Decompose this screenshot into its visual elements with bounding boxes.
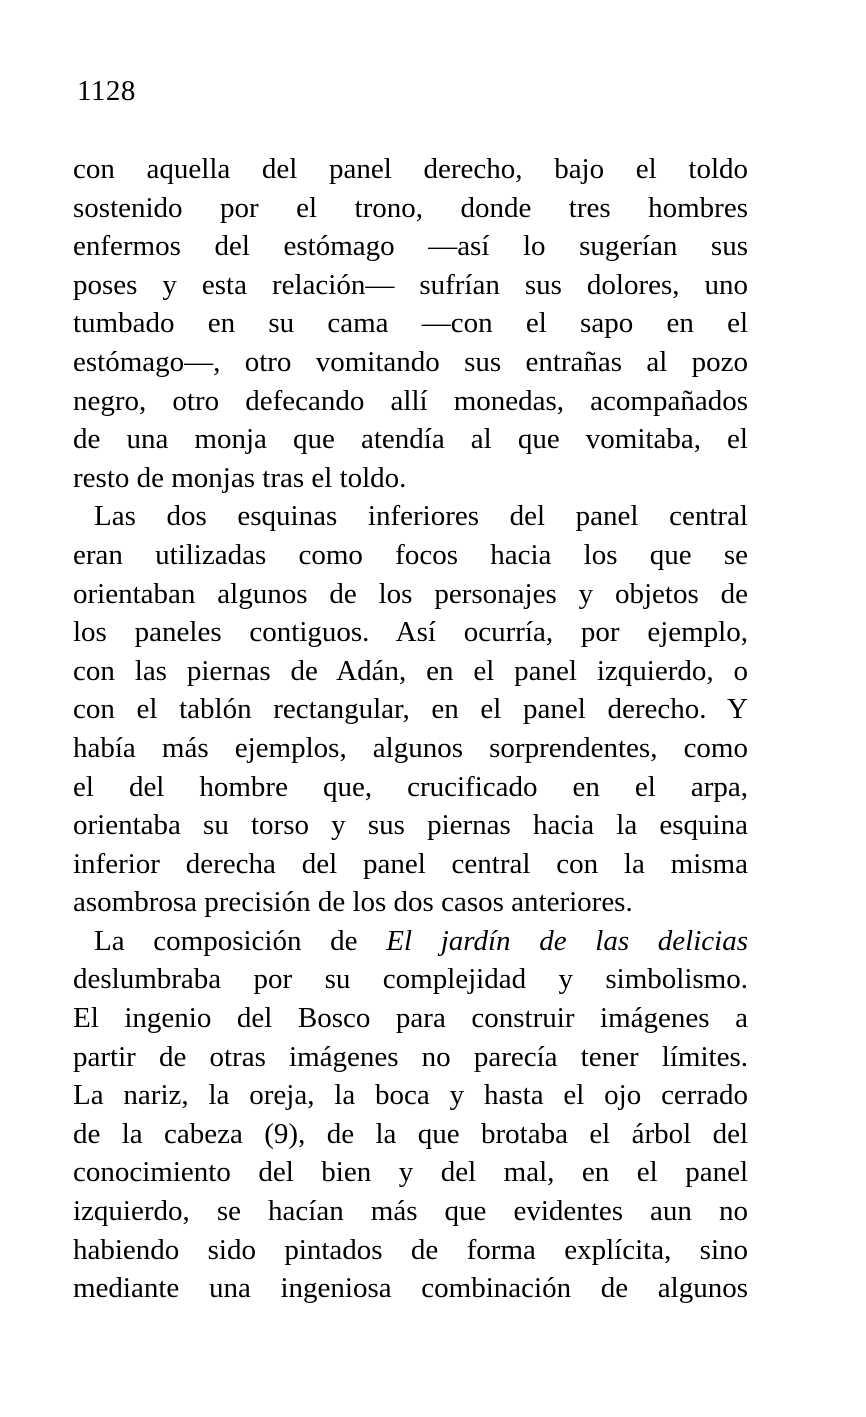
text-line	[73, 729, 748, 768]
text-segment: poses y esta relación— sufrían sus dolores, uno	[73, 268, 748, 301]
text-segment: deslumbraba por su complejidad y simbolismo.	[73, 963, 748, 996]
text-segment: orientaban algunos de los personajes y objetos de	[73, 577, 748, 610]
text-line	[73, 1192, 748, 1231]
text-segment: inferior derecha del panel central con la misma	[73, 847, 748, 880]
text-segment: El ingenio del Bosco para construir imágenes a	[73, 1002, 748, 1035]
text-line	[73, 575, 748, 614]
page-number: 1128	[77, 75, 136, 107]
text-segment: conocimiento del bien y del mal, en el panel	[73, 1156, 748, 1189]
text-segment: el del hombre que, crucificado en el arpa,	[73, 770, 748, 803]
text-line	[73, 690, 748, 729]
text-line	[73, 536, 748, 575]
text-segment: izquierdo, se hacían más que evidentes aun no	[73, 1195, 748, 1228]
paragraph	[73, 150, 748, 497]
paragraph	[73, 497, 748, 922]
text-line	[73, 806, 748, 845]
text-segment: con aquella del panel derecho, bajo el toldo	[73, 153, 748, 185]
text-line	[73, 883, 748, 922]
text-line	[73, 382, 748, 421]
text-line	[73, 613, 748, 652]
text-segment: La composición de	[94, 924, 387, 957]
text-line	[73, 1153, 748, 1192]
text-segment: sostenido por el trono, donde tres hombres	[73, 191, 748, 224]
text-segment: de la cabeza (9), de la que brotaba el árbol del	[73, 1117, 748, 1150]
text-segment: eran utilizadas como focos hacia los que se	[73, 538, 748, 571]
text-line	[73, 189, 748, 228]
text-line	[73, 1038, 748, 1077]
text-line	[73, 304, 748, 343]
text-line	[73, 768, 748, 807]
paragraph	[73, 922, 748, 1308]
text-segment: mediante una ingeniosa combinación de algunos	[73, 1272, 748, 1305]
text-segment: asombrosa precisión de los dos casos anteriores.	[73, 886, 633, 919]
text-line	[73, 459, 748, 498]
text-segment: habiendo sido pintados de forma explícita, sino	[73, 1233, 748, 1266]
text-segment: de una monja que atendía al que vomitaba, el	[73, 423, 748, 456]
text-segment: tumbado en su cama —con el sapo en el	[73, 307, 748, 340]
text-segment: había más ejemplos, algunos sorprendentes, como	[73, 731, 748, 764]
text-line	[73, 497, 748, 536]
text-line	[73, 922, 748, 961]
text-line	[73, 227, 748, 266]
text-line	[73, 999, 748, 1038]
text-segment: con el tablón rectangular, en el panel derecho. Y	[73, 693, 748, 726]
text-line	[73, 420, 748, 459]
text-segment: resto de monjas tras el toldo.	[73, 461, 407, 494]
text-line	[73, 343, 748, 382]
text-segment: estómago—, otro vomitando sus entrañas al pozo	[73, 345, 748, 378]
text-segment: enfermos del estómago —así lo sugerían sus	[73, 230, 748, 263]
text-segment: los paneles contiguos. Así ocurría, por ejemplo,	[73, 616, 748, 649]
text-segment: orientaba su torso y sus piernas hacia la esquina	[73, 809, 748, 842]
text-line	[73, 1269, 748, 1308]
text-segment: negro, otro defecando allí monedas, acompañados	[73, 384, 748, 417]
text-line	[73, 652, 748, 691]
book-title-italic: El jardín de las delicias	[386, 924, 748, 957]
text-segment: Las dos esquinas inferiores del panel central	[94, 500, 748, 533]
text-line	[73, 266, 748, 305]
text-segment: con las piernas de Adán, en el panel izquierdo, o	[73, 654, 748, 687]
text-segment: La nariz, la oreja, la boca y hasta el ojo cerrado	[73, 1079, 748, 1112]
text-line	[73, 1231, 748, 1270]
page-text	[73, 150, 748, 1308]
text-line	[73, 845, 748, 884]
text-segment: partir de otras imágenes no parecía tener límites.	[73, 1040, 748, 1073]
text-line	[73, 150, 748, 189]
text-line	[73, 1076, 748, 1115]
text-line	[73, 960, 748, 999]
text-line	[73, 1115, 748, 1154]
